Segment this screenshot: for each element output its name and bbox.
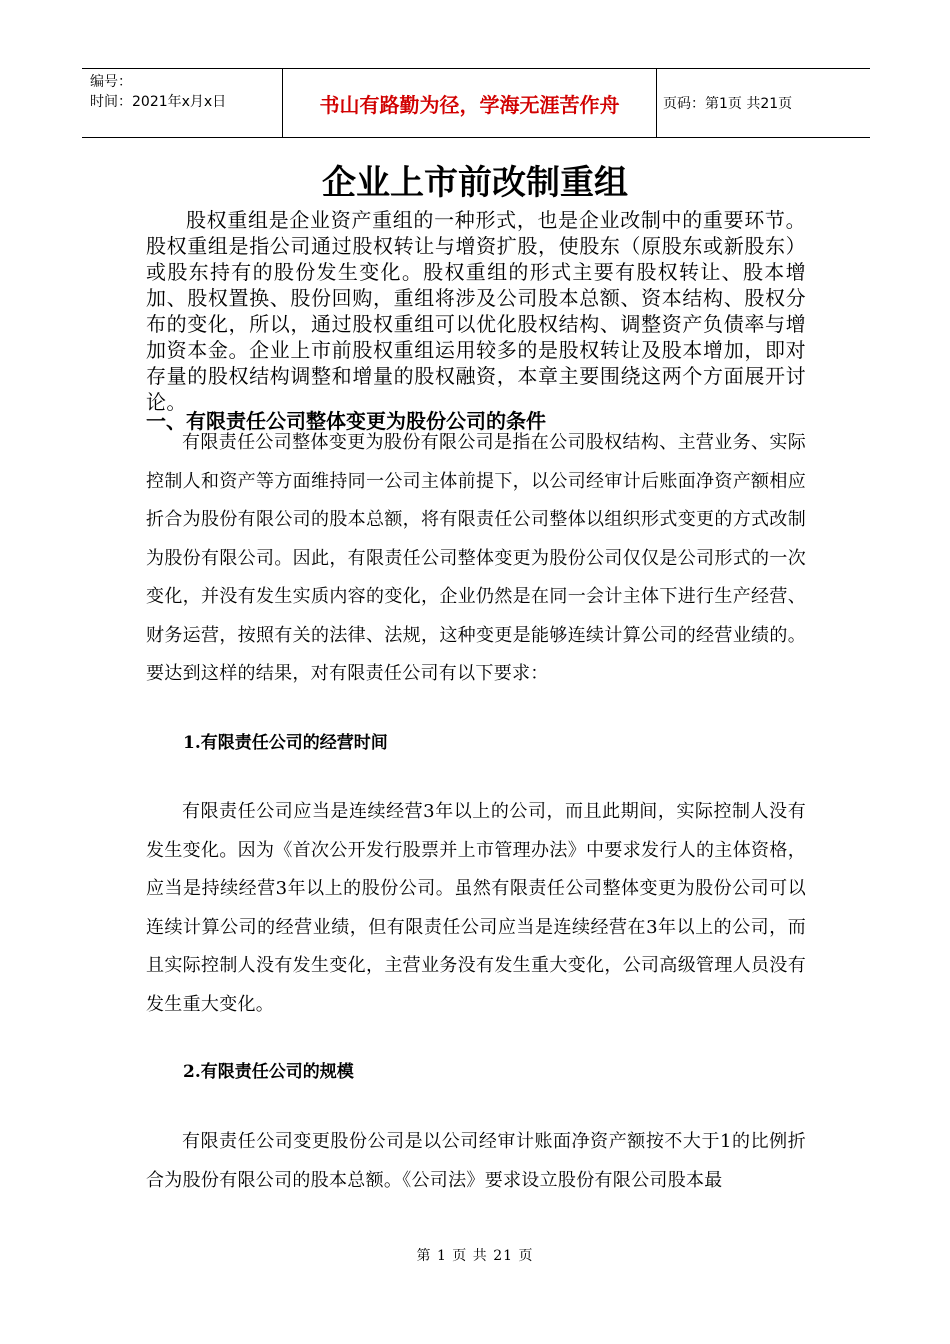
subsection-heading-1: 1.有限责任公司的经营时间 (183, 733, 388, 753)
header-motto: 书山有路勤为径，学海无涯苦作舟 (282, 69, 657, 137)
page-header (82, 68, 870, 138)
section-1-paragraph: 有限责任公司整体变更为股份有限公司是指在公司股权结构、主营业务、实际控制人和资产等方面维持同一公司主体前提下，以公司经审计后账面净资产额相应折合为股份有限公司的股本总额，将有限责任公司整体以组织形式变更的方式改制为股份有限公司。因此，有限责任公司整体变更为股份公司仅仅是公司形式的一次变化，并没有发生实质内容的变化，企业仍然是在同一会计主体下进行生产经营、财务运营，按照有关的法律、法规，这种变更是能够连续计算公司的经营业绩的。要达到这样的结果，对有限责任公司有以下要求： (146, 432, 806, 684)
subsection-heading-2: 2.有限责任公司的规模 (183, 1062, 354, 1082)
intro-paragraph: 股权重组是企业资产重组的一种形式，也是企业改制中的重要环节。股权重组是指公司通过股权转让与增资扩股，使股东（原股东或新股东）或股东持有的股份发生变化。股权重组的形式主要有股权转让、股本增加、股权置换、股份回购，重组将涉及公司股本总额、资本结构、股权分布的变化，所以，通过股权重组可以优化股权结构、调整资产负债率与增加资本金。企业上市前股权重组运用较多的是股权转让及股本增加，即对存量的股权结构调整和增量的股权融资，本章主要围绕这两个方面展开讨论。 (146, 208, 806, 414)
header-page-info: 页码：第1页 共21页 (663, 96, 793, 112)
subsection-2-paragraph: 有限责任公司变更股份公司是以公司经审计账面净资产额按不大于1的比例折合为股份有限公司的股本总额。《公司法》要求设立股份有限公司股本最 (146, 1131, 806, 1191)
document-date: 时间：2021年x月x日 (90, 94, 227, 110)
document-number-label: 编号： (90, 74, 132, 90)
header-meta (82, 69, 282, 137)
section-heading-1: 一、有限责任公司整体变更为股份公司的条件 (146, 409, 546, 433)
document-title: 企业上市前改制重组 (322, 163, 628, 203)
page-footer: 第 1 页 共 21 页 (416, 1248, 534, 1264)
subsection-1-paragraph: 有限责任公司应当是连续经营3年以上的公司，而且此期间，实际控制人没有发生变化。因为《首次公开发行股票并上市管理办法》中要求发行人的主体资格，应当是持续经营3年以上的股份公司。虽然有限责任公司整体变更为股份公司可以连续计算公司的经营业绩，但有限责任公司应当是连续经营在3年以上的公司，而且实际控制人没有发生变化，主营业务没有发生重大变化，公司高级管理人员没有发生重大变化。 (146, 801, 806, 1015)
